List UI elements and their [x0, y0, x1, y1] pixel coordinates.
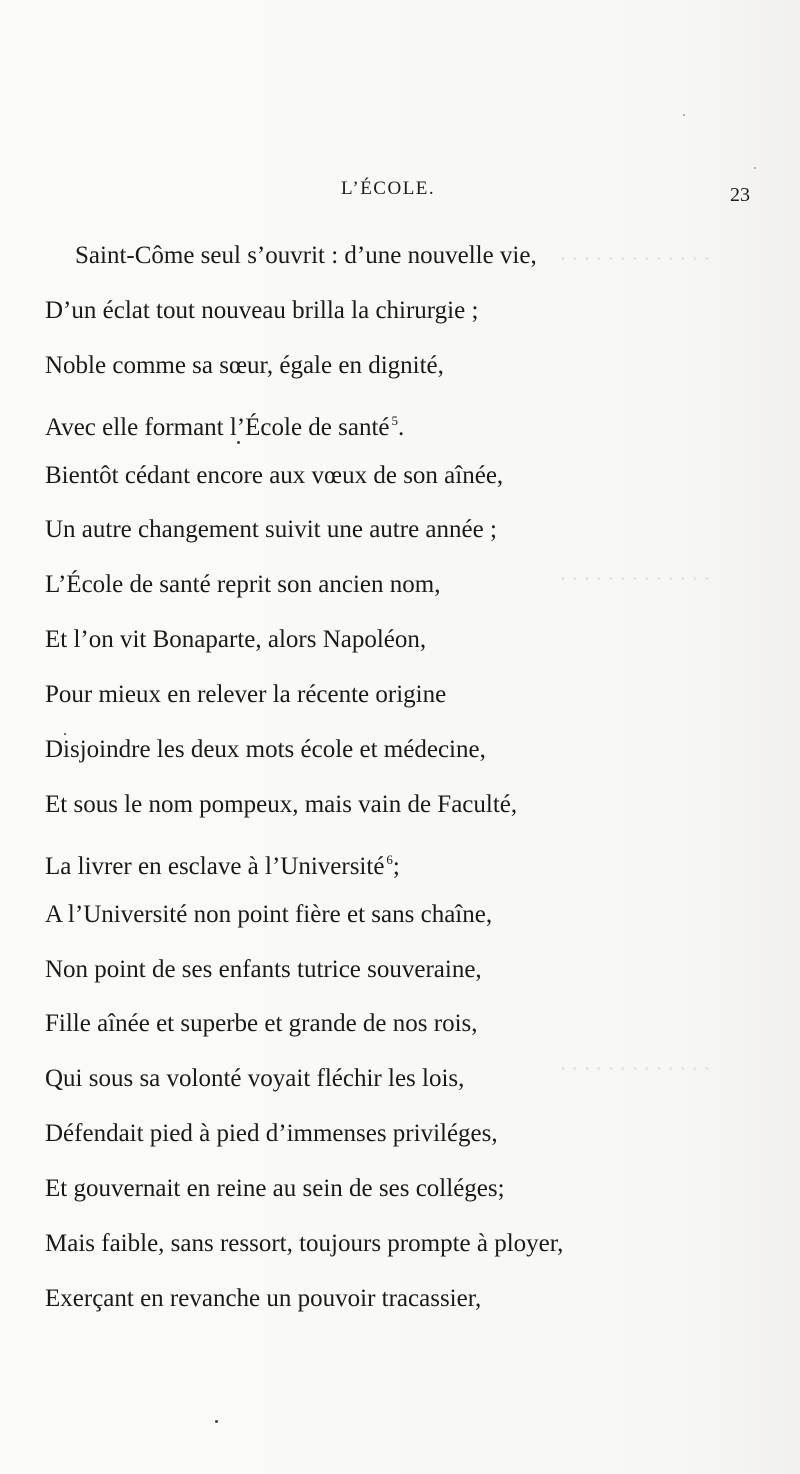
verse-text: Défendait pied à pied d’immenses priviléges, [45, 1120, 498, 1148]
verse-line [45, 1114, 765, 1169]
verse-text: Saint-Côme seul s’ouvrit : d’une nouvelle vie, [75, 242, 537, 269]
footnote-reference: 6 [386, 851, 393, 867]
poem-stanza [45, 236, 765, 1334]
verse-line [45, 895, 765, 950]
verse-line [45, 456, 765, 511]
verse-text: Exerçant en revanche un pouvoir tracassier, [45, 1284, 482, 1312]
verse-line [45, 675, 765, 730]
verse-punctuation: ; [392, 852, 400, 880]
verse-line [45, 401, 765, 456]
verse-text: L’École de santé reprit son ancien nom, [45, 571, 441, 599]
verse-line [45, 236, 765, 291]
verse-text: La livrer en esclave à l’Université [45, 852, 385, 880]
verse-text: Non point de ses enfants tutrice souveraine, [45, 955, 482, 983]
verse-line [45, 1059, 765, 1114]
bleed-through-text: . . . . . . . . . . . . . . . . . . . . . . . . . . . . . . . . . . . . . . . [560, 240, 710, 1076]
ink-speck [754, 167, 756, 169]
verse-punctuation: . [398, 413, 405, 441]
verse-line [45, 1279, 765, 1334]
verse-text: Et sous le nom pompeux, mais vain de Faculté, [45, 790, 518, 818]
ink-speck [237, 441, 240, 444]
verse-line [45, 291, 765, 346]
verse-line [45, 565, 765, 620]
verse-text: Qui sous sa volonté voyait fléchir les lois, [45, 1065, 465, 1093]
verse-text: Bientôt cédant encore aux vœux de son aînée, [45, 461, 504, 489]
verse-line [45, 730, 765, 785]
footnote-reference: 5 [391, 412, 399, 428]
verse-text: Pour mieux en relever la récente origine [45, 681, 447, 709]
ink-speck [683, 114, 685, 116]
verse-text: Et gouvernait en reine au sein de ses colléges; [45, 1175, 505, 1203]
verse-text: D’un éclat tout nouveau brilla la chirurgie ; [45, 296, 479, 324]
verse-line [45, 620, 765, 675]
verse-text: A l’Université non point fière et sans chaîne, [45, 900, 493, 928]
verse-line [45, 510, 765, 565]
page-number: 23 [730, 184, 750, 206]
verse-text: Fille aînée et superbe et grande de nos rois, [45, 1010, 478, 1038]
page-header [0, 178, 800, 208]
verse-line [45, 1224, 765, 1279]
ink-speck [215, 1420, 218, 1423]
verse-text: Disjoindre les deux mots école et médecine, [45, 736, 486, 764]
verse-text: Un autre changement suivit une autre année ; [45, 516, 497, 544]
ink-speck [64, 733, 66, 735]
verse-text: Mais faible, sans ressort, toujours prompte à ployer, [45, 1230, 564, 1258]
verse-line [45, 346, 765, 401]
verse-text: Noble comme sa sœur, égale en dignité, [45, 351, 444, 379]
verse-line [45, 840, 765, 895]
verse-text: Avec elle formant l’École de santé [45, 413, 390, 441]
verse-line [45, 785, 765, 840]
verse-text: Et l’on vit Bonaparte, alors Napoléon, [45, 626, 427, 654]
running-title: L’ÉCOLE. [341, 178, 436, 199]
verse-line [45, 1004, 765, 1059]
verse-line [45, 950, 765, 1005]
verse-line [45, 1169, 765, 1224]
